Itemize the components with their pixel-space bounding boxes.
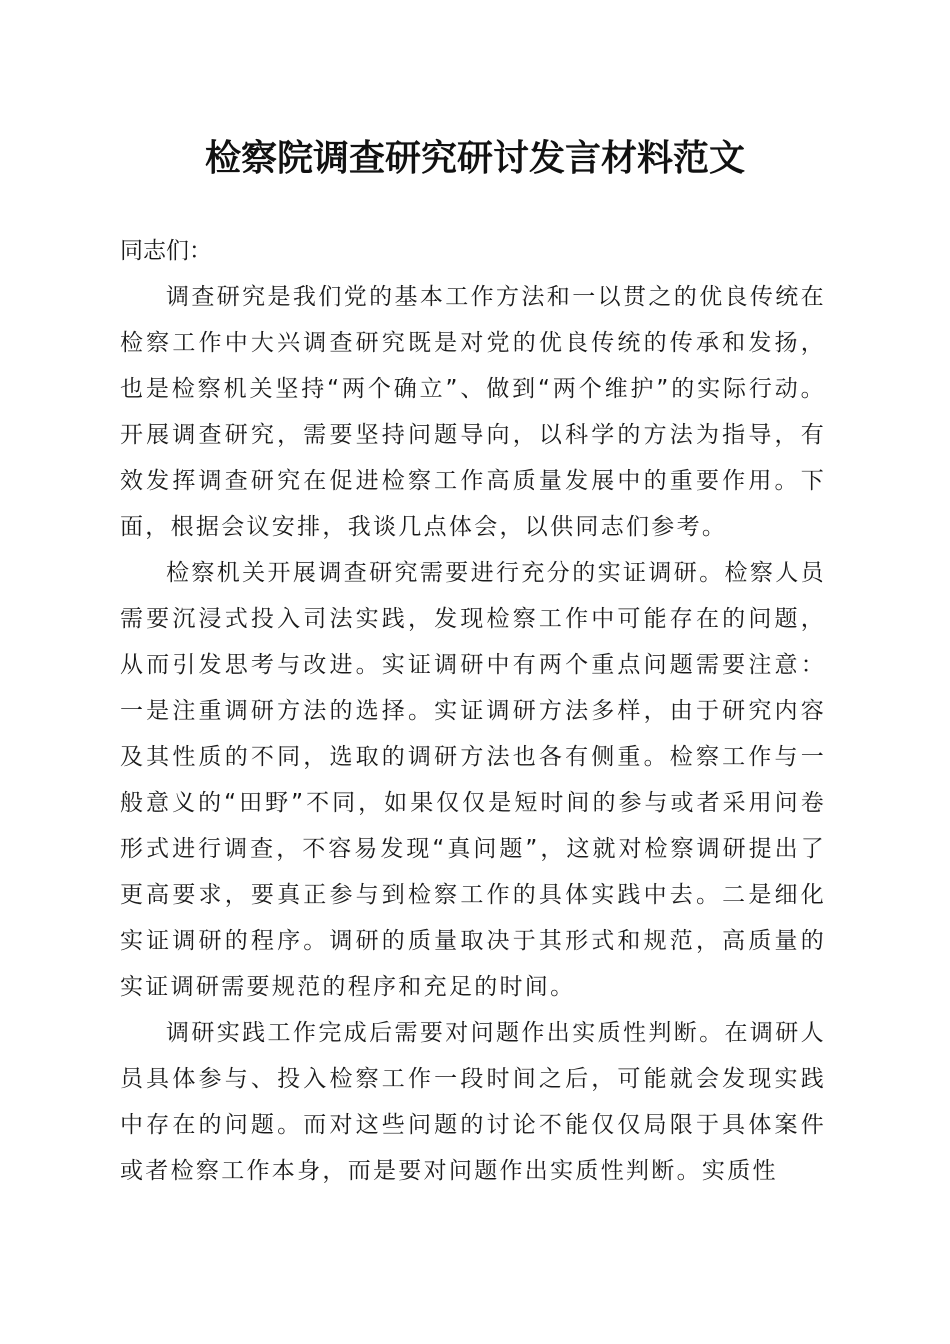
greeting: 同志们： [120,238,212,264]
paragraph-1: 调查研究是我们党的基本工作方法和一以贯之的优良传统在检察工作中大兴调查研究既是对党的优良传统的传承和发扬，也是检察机关坚持“两个确立”、做到“两个维护”的实际行动。开展调查研究，需要坚持问题导向，以科学的方法为指导，有效发挥调查研究在促进检察工作高质量发展中的重要作用。下面，根据会议安排，我谈几点体会，以供同志们参考。 [120,284,826,540]
paragraph-3: 调研实践工作完成后需要对问题作出实质性判断。在调研人员具体参与、投入检察工作一段时间之后，可能就会发现实践中存在的问题。而对这些问题的讨论不能仅仅局限于具体案件或者检察工作本身，而是要对问题作出实质性判断。实质性 [120,1020,826,1184]
document-title: 检察院调查研究研讨发言材料范文 [204,137,745,179]
paragraph-2: 检察机关开展调查研究需要进行充分的实证调研。检察人员需要沉浸式投入司法实践，发现检察工作中可能存在的问题，从而引发思考与改进。实证调研中有两个重点问题需要注意：一是注重调研方法的选择。实证调研方法多样，由于研究内容及其性质的不同，选取的调研方法也各有侧重。检察工作与一般意义的“田野”不同，如果仅仅是短时间的参与或者采用问卷形式进行调查，不容易发现“真问题”，这就对检察调研提出了更高要求，要真正参与到检察工作的具体实践中去。二是细化实证调研的程序。调研的质量取决于其形式和规范，高质量的实证调研需要规范的程序和充足的时间。 [120,560,826,1000]
document-body [120,228,826,1194]
